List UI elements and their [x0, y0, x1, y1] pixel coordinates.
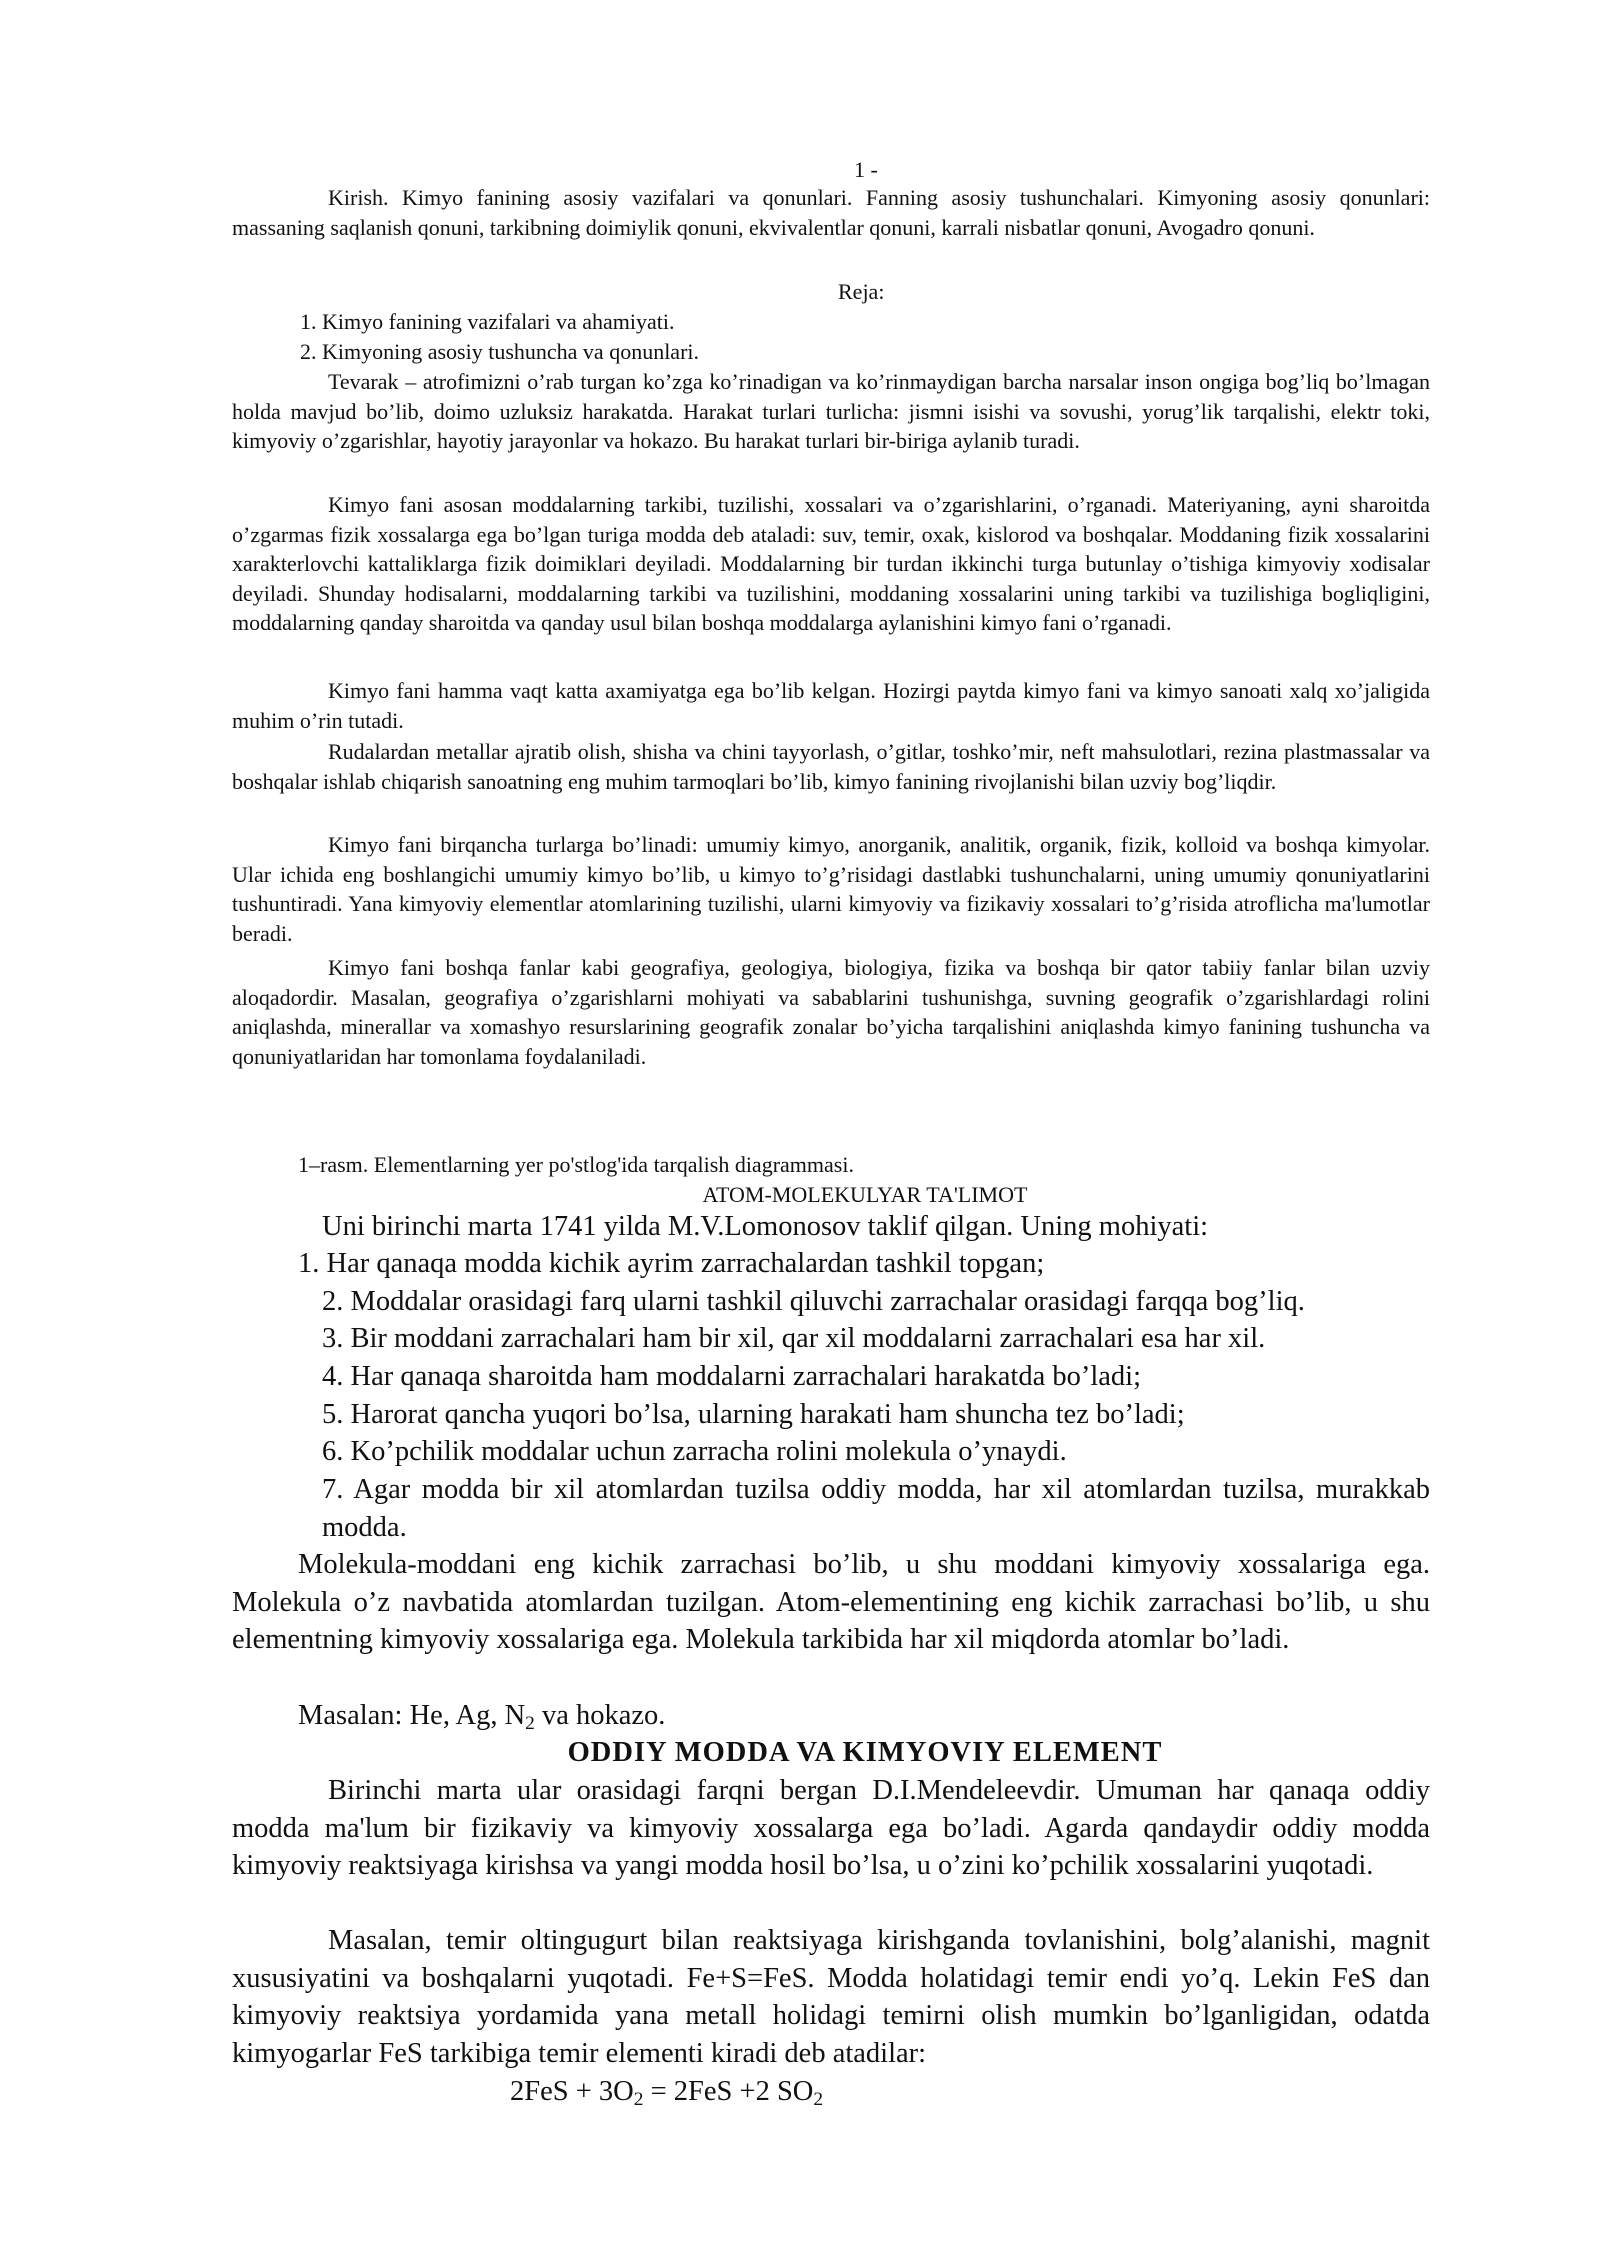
atom-intro: Uni birinchi marta 1741 yilda M.V.Lomonosov taklif qilgan. Uning mohiyati:: [322, 1211, 1209, 1242]
atom-list-item: 3. Bir moddani zarrachalari ham bir xil, qar xil moddalarni zarrachalari esa har xil.: [322, 1323, 1266, 1354]
page-number: 1 -: [854, 157, 878, 182]
atom-list-item: 6. Ko’pchilik moddalar uchun zarracha rolini molekula o’ynaydi.: [322, 1436, 1067, 1467]
equation-subscript: 2: [813, 2088, 824, 2110]
section-heading: ODDIY MODDA VA KIMYOVIY ELEMENT: [567, 1737, 1163, 1768]
plan-item-2: 2. Kimyoning asosiy tushuncha va qonunlari.: [300, 339, 700, 364]
example-line: [298, 1697, 665, 1735]
atom-list-item: 2. Moddalar orasidagi farq ularni tashkil qiluvchi zarrachalar orasidagi farqqa bog’liq.: [322, 1286, 1305, 1317]
molecule-paragraph: Molekula-moddani eng kichik zarrachasi bo’lib, u shu moddani kimyoviy xossalariga ega. Molekula o’z navbatida atomlardan tuzilgan. Atom-elementining eng kichik zarrachasi bo’lib, u shu elementning kimyoviy xossalariga ega. Molekula tarkibida har xil miqdorda atomlar bo’ladi.: [232, 1549, 1430, 1656]
atom-list-item: 4. Har qanaqa sharoitda ham moddalarni zarrachalari harakatda bo’ladi;: [322, 1361, 1141, 1392]
example-text: Masalan: He, Ag, N: [298, 1700, 526, 1731]
figure-caption: 1–rasm. Elementlarning yer po'stlog'ida tarqalish diagrammasi.: [298, 1152, 854, 1177]
body-paragraph: Kimyo fani hamma vaqt katta axamiyatga ega bo’lib kelgan. Hozirgi paytda kimyo fani va kimyo sanoati xalq xo’jaligida muhim o’rin tutadi.: [232, 678, 1430, 733]
atom-list-item: 5. Harorat qancha yuqori bo’lsa, ularning harakati ham shuncha tez bo’ladi;: [322, 1399, 1185, 1430]
body-paragraph: Kimyo fani asosan moddalarning tarkibi, tuzilishi, xossalari va o’zgarishlarini, o’rganadi. Materiyaning, ayni sharoitda o’zgarmas fizik xossalarga ega bo’lgan turiga modda deb ataladi: suv, temir, oxak, kislorod va boshqalar. Moddaning fizik xossalarini xarakterlovchi kattaliklarga fizik doimiklari deyiladi. Moddalarning bir turdan ikkinchi turga butunlay o’tishiga kimyoviy xodisalar deyiladi. Shunday hodisalarni, moddalarning tarkibi va tuzilishini, moddaning xossalarini uning tarkibi va tuzilishiga bogliqligini, moddalarning qanday sharoitda va qanday usul bilan boshqa moddalarga aylanishini kimyo fani o’rganadi.: [232, 492, 1430, 635]
plan-title: Reja:: [838, 279, 885, 304]
chemical-equation: [510, 2073, 823, 2111]
example-suffix: va hokazo.: [534, 1700, 666, 1731]
equation-subscript: 2: [633, 2088, 644, 2110]
body-paragraph: Rudalardan metallar ajratib olish, shisha va chini tayyorlash, o’gitlar, toshko’mir, neft mahsulotlari, rezina plastmassalar va boshqalar ishlab chiqarish sanoatning eng muhim tarmoqlari bo’lib, kimyo fanining rivojlanishi bilan uzviy bog’liqdir.: [232, 739, 1430, 794]
atom-list-item: 1. Har qanaqa modda kichik ayrim zarrachalardan tashkil topgan;: [298, 1248, 1045, 1279]
equation-part: = 2FeS +2 SO: [643, 2076, 814, 2107]
example-subscript: 2: [525, 1712, 535, 1734]
body-paragraph: Tevarak – atrofimizni o’rab turgan ko’zga ko’rinadigan va ko’rinmaydigan barcha narsalar inson ongiga bog’liq bo’lmagan holda mavjud bo’lib, doimo uzluksiz harakatda. Harakat turlari turlicha: jismni isishi va sovushi, yorug’lik tarqalishi, elektr toki, kimyoviy o’zgarishlar, hayotiy jarayonlar va hokazo. Bu harakat turlari bir-biriga aylanib turadi.: [232, 369, 1430, 453]
body-paragraph: Kimyo fani birqancha turlarga bo’linadi: umumiy kimyo, anorganik, analitik, organik, fizik, kolloid va boshqa kimyolar. Ular ichida eng boshlangichi umumiy kimyo bo’lib, u kimyo to’g’risidagi dastlabki tushunchalarni, uning umumiy qonuniyatlarini tushuntiradi. Yana kimyoviy elementlar atomlarining tuzilishi, ularni kimyoviy va fizikaviy xossalari to’g’risida atroflicha ma'lumotlar beradi.: [232, 832, 1430, 946]
atom-heading: ATOM-MOLEKULYAR TA'LIMOT: [702, 1182, 1028, 1207]
equation-part: 2FeS + 3O: [510, 2076, 634, 2107]
plan-item-1: 1. Kimyo fanining vazifalari va ahamiyati.: [300, 309, 675, 334]
atom-list-item: 7. Agar modda bir xil atomlardan tuzilsa oddiy modda, har xil atomlardan tuzilsa, murakkab modda.: [322, 1474, 1430, 1543]
body-paragraph: Birinchi marta ular orasidagi farqni bergan D.I.Mendeleevdir. Umuman har qanaqa oddiy modda ma'lum bir fizikaviy va kimyoviy xossalarga ega bo’ladi. Agarda qandaydir oddiy modda kimyoviy reaktsiyaga kirishsa va yangi modda hosil bo’lsa, u o’zini ko’pchilik xossalarini yuqotadi.: [232, 1775, 1430, 1882]
body-paragraph: Masalan, temir oltingugurt bilan reaktsiyaga kirishganda tovlanishini, bolg’alanishi, magnit xususiyatini va boshqalarni yuqotadi. Fe+S=FeS. Modda holatidagi temir endi yo’q. Lekin FeS dan kimyoviy reaktsiya yordamida yana metall holidagi temirni olish mumkin bo’lganligidan, odatda kimyogarlar FeS tarkibiga temir elementi kiradi deb atadilar:: [232, 1925, 1430, 2069]
intro-paragraph: Kirish. Kimyo fanining asosiy vazifalari va qonunlari. Fanning asosiy tushunchalari. Kimyoning asosiy qonunlari: massaning saqlanish qonuni, tarkibning doimiylik qonuni, ekvivalentlar qonuni, karrali nisbatlar qonuni, Avogadro qonuni.: [232, 185, 1430, 240]
body-paragraph: Kimyo fani boshqa fanlar kabi geografiya, geologiya, biologiya, fizika va boshqa bir qator tabiiy fanlar bilan uzviy aloqadordir. Masalan, geografiya o’zgarishlarni mohiyati va sabablarini tushunishga, suvning geografik o’zgarishlardagi rolini aniqlashda, minerallar va xomashyo resurslarining geografik zonalar bo’yicha tarqalishini aniqlashda kimyo fanining tushuncha va qonuniyatlaridan har tomonlama foydalaniladi.: [232, 955, 1430, 1069]
